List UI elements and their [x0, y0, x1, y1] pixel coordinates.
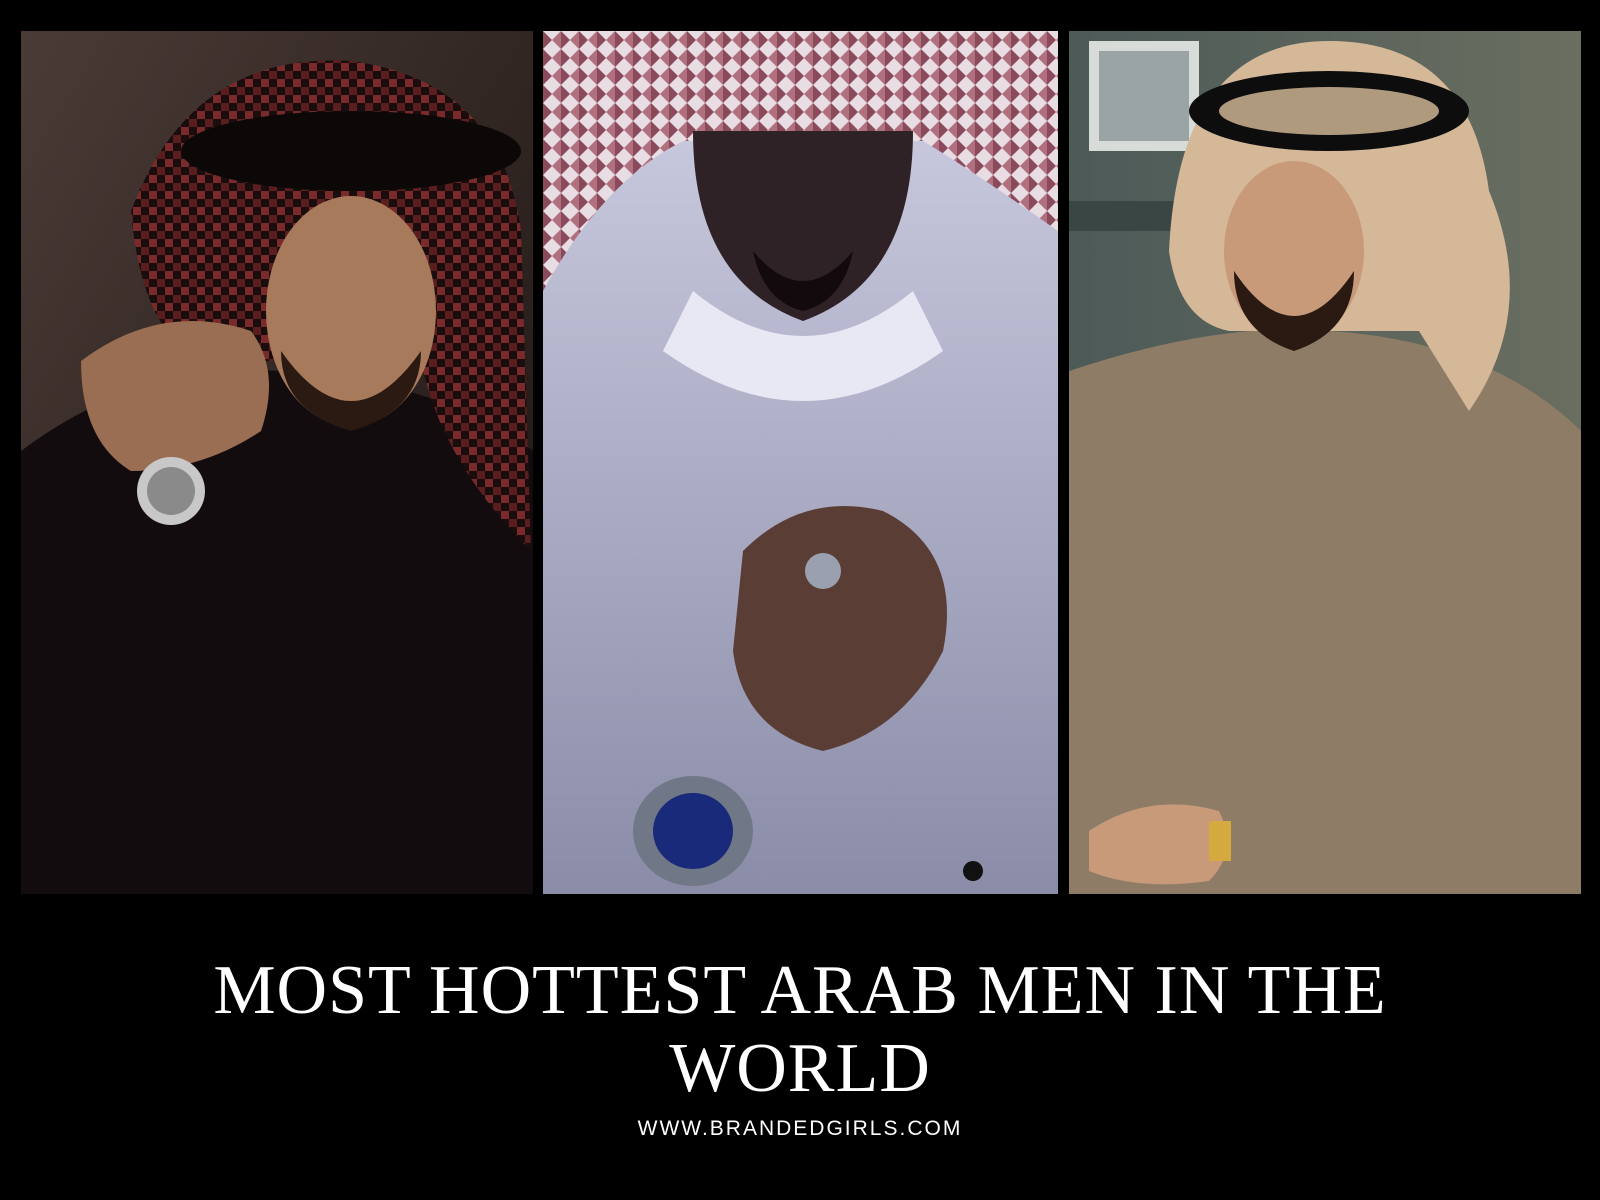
- banner-title-line-1: MOST HOTTEST ARAB MEN IN THE: [213, 952, 1387, 1029]
- banner-title: [100, 952, 1500, 1108]
- portrait-keffiyeh-dark-image: [21, 31, 533, 894]
- photo-panel-left: [21, 31, 533, 894]
- photo-panel-center: [543, 31, 1058, 894]
- portrait-beige-thobe-image: [1069, 31, 1581, 894]
- portrait-white-thobe-image: [543, 31, 1058, 894]
- website-url: WWW.BRANDEDGIRLS.COM: [637, 1117, 963, 1140]
- banner-title-line-2: WORLD: [669, 1030, 931, 1107]
- photo-panel-right: [1069, 31, 1581, 894]
